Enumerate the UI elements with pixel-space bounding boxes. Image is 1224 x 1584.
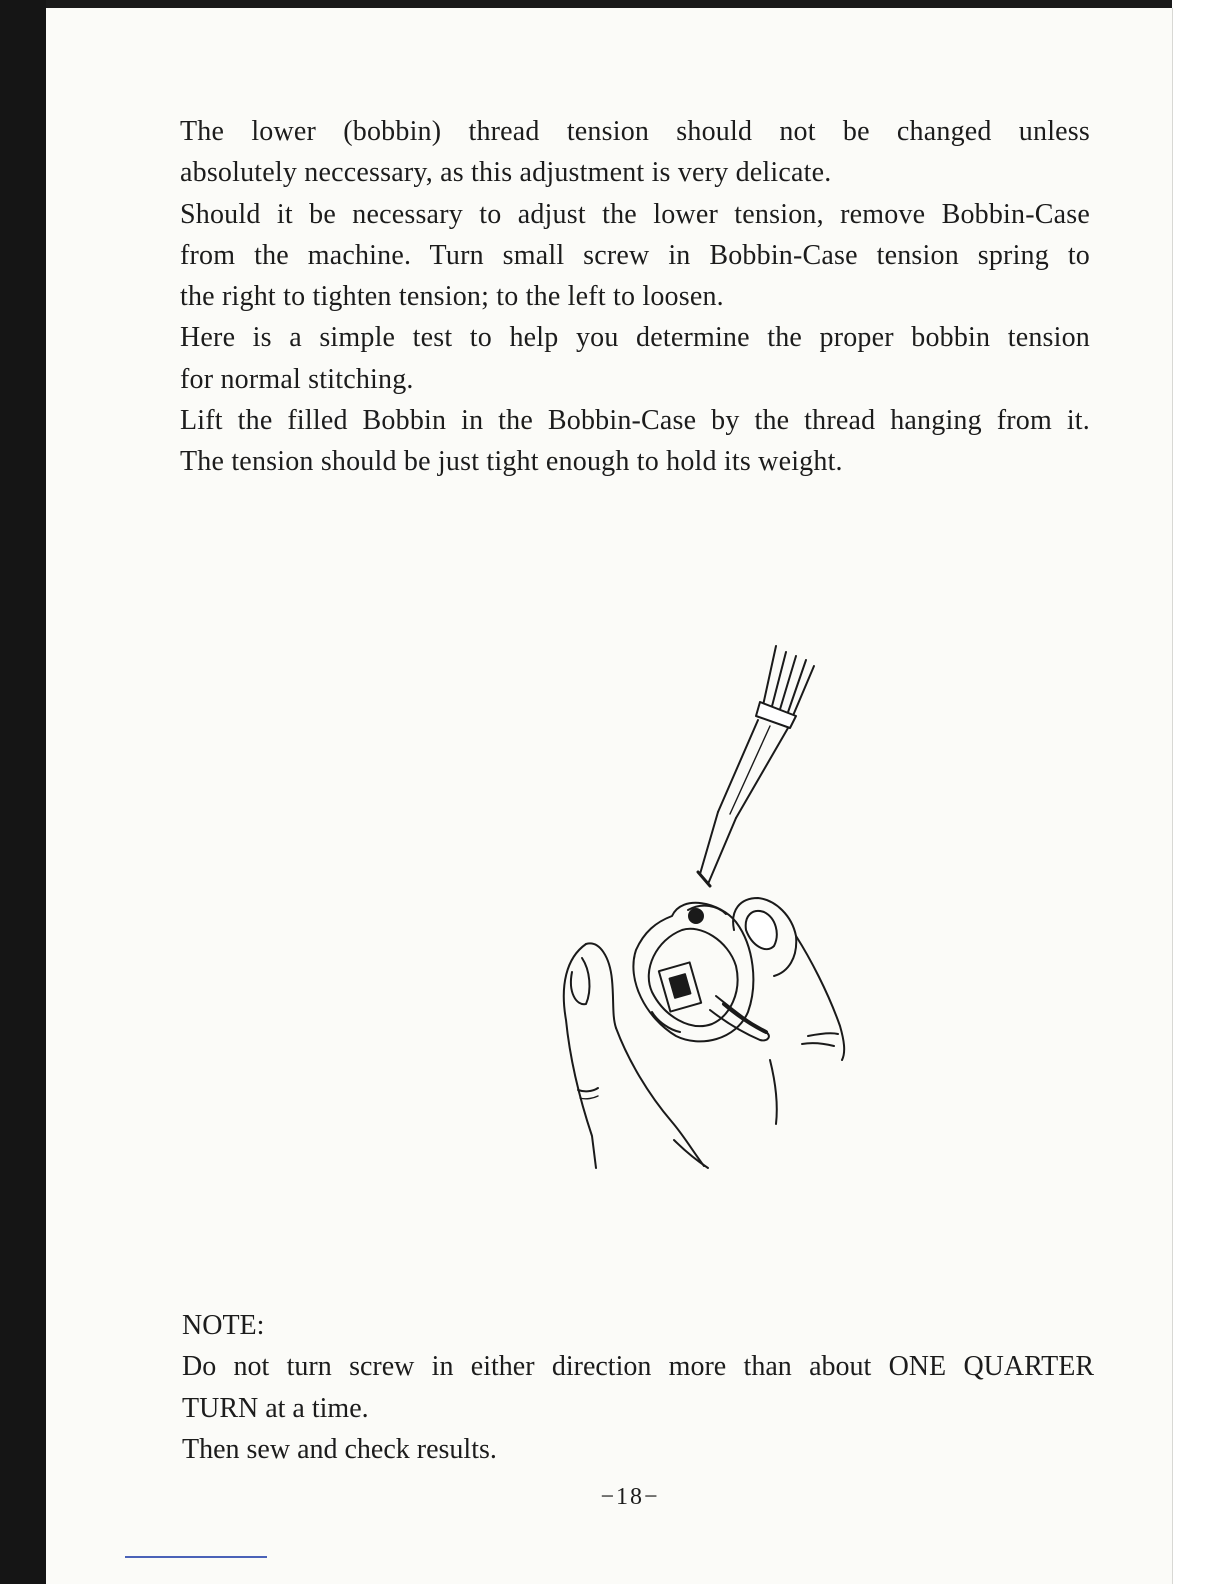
body-line-2: absolutely neccessary, as this adjustment is very delicate. <box>180 157 832 189</box>
body-line-3: Should it be necessary to adjust the lower tension, remove Bobbin-Case <box>180 198 1090 230</box>
screwdriver-shaft <box>698 720 788 886</box>
page-number: −18− <box>600 1484 660 1510</box>
note-section <box>182 1305 1094 1470</box>
scan-top-edge <box>0 0 1224 8</box>
bobbin-tension-illustration <box>540 640 870 1180</box>
screwdriver-and-bobbin-case-icon <box>540 640 870 1180</box>
screwdriver-handle <box>756 646 814 728</box>
body-line-7: for normal stitching. <box>180 363 414 395</box>
body-line-6: Here is a simple test to help you determine the proper bobbin tension <box>180 322 1090 354</box>
note-line-3: Then sew and check results. <box>182 1433 497 1465</box>
scan-right-margin <box>1172 0 1224 1584</box>
body-line-8: Lift the filled Bobbin in the Bobbin-Case by the thread hanging from it. <box>180 405 1090 437</box>
hand-thumb <box>564 943 616 1168</box>
note-line-1: Do not turn screw in either direction more than about ONE QUARTER <box>182 1351 1094 1383</box>
body-text <box>180 111 1090 483</box>
scan-left-edge <box>0 0 46 1584</box>
body-line-5: the right to tighten tension; to the left to loosen. <box>180 281 724 313</box>
body-line-1: The lower (bobbin) thread tension should not be changed unless <box>180 116 1090 147</box>
bottom-rule-divider <box>125 1556 267 1558</box>
note-heading: NOTE: <box>182 1310 265 1341</box>
body-line-9: The tension should be just tight enough to hold its weight. <box>180 446 843 478</box>
note-line-2: TURN at a time. <box>182 1392 369 1424</box>
body-line-4: from the machine. Turn small screw in Bobbin-Case tension spring to <box>180 239 1090 271</box>
hand-palm <box>616 1028 708 1168</box>
hand-index-finger <box>733 898 844 1124</box>
